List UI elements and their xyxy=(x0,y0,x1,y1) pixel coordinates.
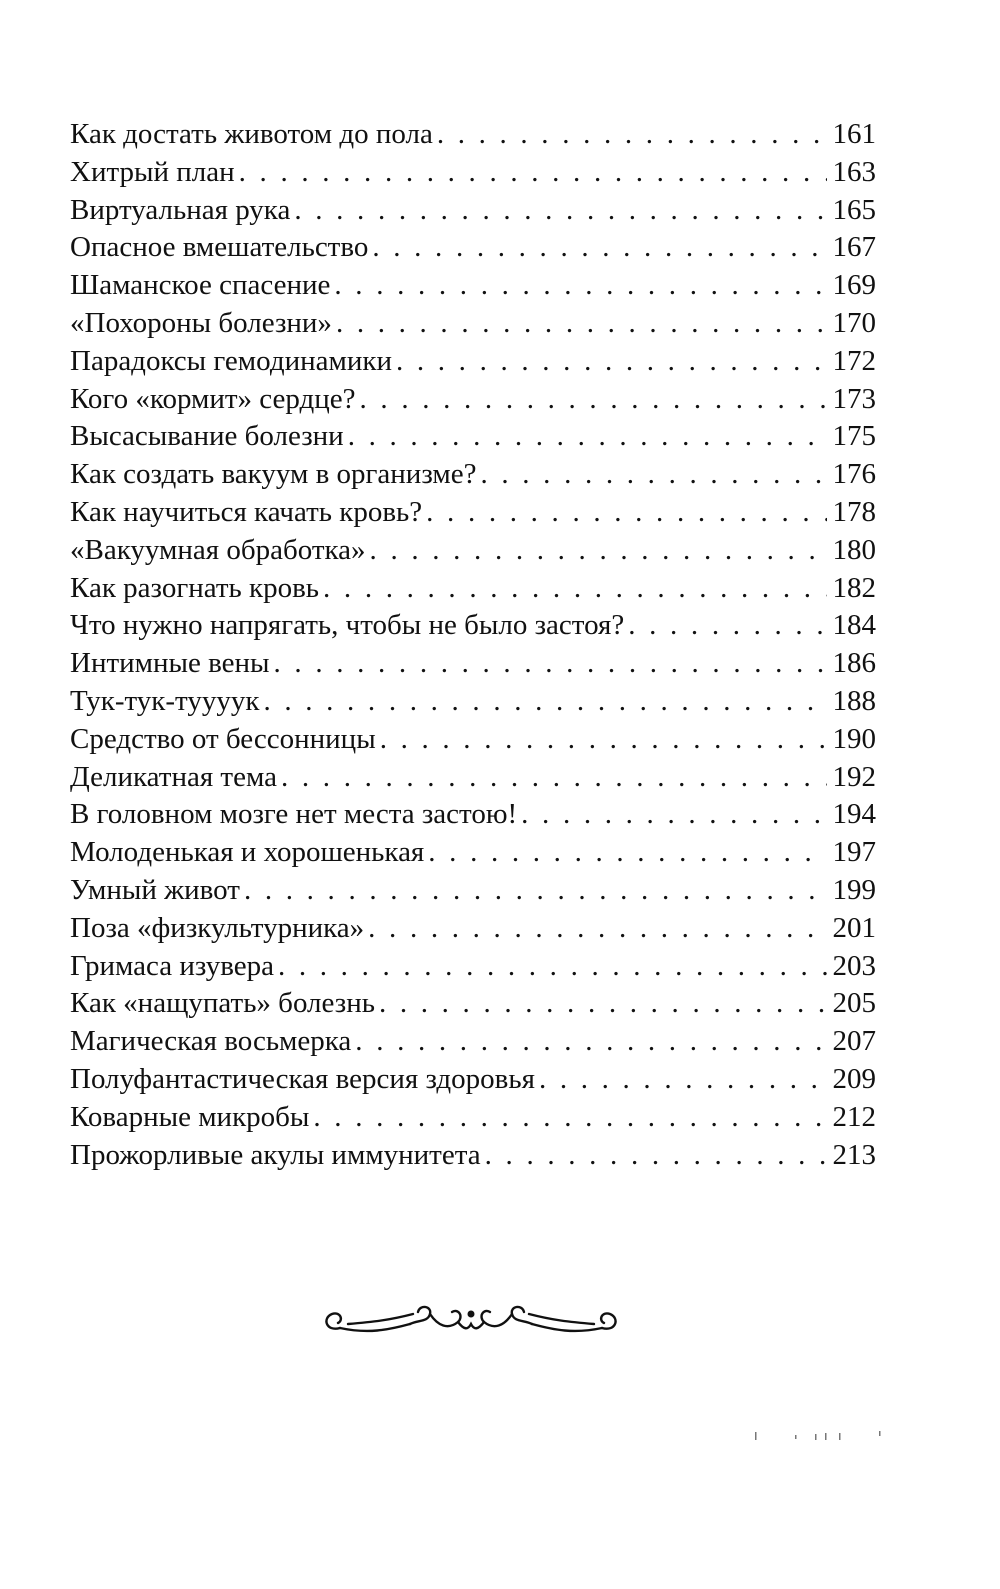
toc-entry-page-number: 207 xyxy=(832,1025,876,1058)
dot-leader xyxy=(521,796,826,834)
toc-entry xyxy=(70,645,876,683)
toc-entry-page-number: 167 xyxy=(832,231,876,264)
toc-entry-title: Деликатная тема xyxy=(70,760,277,793)
toc-entry xyxy=(70,985,876,1023)
toc-entry-page-number: 184 xyxy=(832,609,876,642)
dot-leader xyxy=(244,872,827,910)
toc-entry-title: Полуфантастическая версия здоровья xyxy=(70,1062,535,1095)
toc-entry-page-number: 172 xyxy=(832,344,876,377)
toc-entry-page-number: 194 xyxy=(832,798,876,831)
toc-entry xyxy=(70,872,876,910)
toc-entry-page-number: 203 xyxy=(832,949,876,982)
toc-entry-page-number: 212 xyxy=(832,1100,876,1133)
toc-entry xyxy=(70,910,876,948)
toc-entry-title: Прожорливые акулы иммунитета xyxy=(70,1138,481,1171)
toc-entry-title: Хитрый план xyxy=(70,155,235,188)
toc-entry xyxy=(70,494,876,532)
toc-entry xyxy=(70,154,876,192)
toc-entry-title: Высасывание болезни xyxy=(70,420,344,453)
dot-leader xyxy=(294,192,826,230)
toc-entry xyxy=(70,192,876,230)
dot-leader xyxy=(281,759,827,797)
toc-entry-title: Умный живот xyxy=(70,873,240,906)
toc-entry-page-number: 163 xyxy=(832,155,876,188)
toc-entry-page-number: 186 xyxy=(832,647,876,680)
toc-entry-title: Как «нащупать» болезнь xyxy=(70,987,375,1020)
toc-entry-title: «Вакуумная обработка» xyxy=(70,533,366,566)
dot-leader xyxy=(355,1023,826,1061)
toc-entry xyxy=(70,570,876,608)
dot-leader xyxy=(313,1099,826,1137)
dot-leader xyxy=(480,456,826,494)
dot-leader xyxy=(274,645,827,683)
toc-entry xyxy=(70,305,876,343)
toc-entry-title: Кого «кормит» сердце? xyxy=(70,382,356,415)
toc-entry-page-number: 176 xyxy=(832,458,876,491)
toc-entry xyxy=(70,229,876,267)
toc-entry xyxy=(70,948,876,986)
toc-entry-page-number: 170 xyxy=(832,306,876,339)
dot-leader xyxy=(426,494,826,532)
toc-entry-title: Коварные микробы xyxy=(70,1100,310,1133)
toc-entry xyxy=(70,381,876,419)
dot-leader xyxy=(437,116,827,154)
toc-entry-page-number: 175 xyxy=(832,420,876,453)
toc-entry-page-number: 213 xyxy=(832,1138,876,1171)
dot-leader xyxy=(239,154,827,192)
toc-entry-page-number: 192 xyxy=(832,760,876,793)
toc-entry xyxy=(70,834,876,872)
toc-entry-page-number: 178 xyxy=(832,495,876,528)
toc-entry-page-number: 199 xyxy=(832,873,876,906)
dot-leader xyxy=(336,305,827,343)
dot-leader xyxy=(334,267,826,305)
scan-specks xyxy=(755,1430,885,1442)
toc-entry xyxy=(70,759,876,797)
dot-leader xyxy=(348,418,827,456)
toc-entry-title: Гримаса изувера xyxy=(70,949,274,982)
toc-entry-page-number: 197 xyxy=(832,836,876,869)
dot-leader xyxy=(360,381,827,419)
flourish-divider-icon xyxy=(318,1300,624,1344)
toc-entry-page-number: 205 xyxy=(832,987,876,1020)
toc-entry-title: Парадоксы гемодинамики xyxy=(70,344,392,377)
toc-entry-page-number: 201 xyxy=(832,911,876,944)
toc-entry-page-number: 209 xyxy=(832,1062,876,1095)
toc-entry-page-number: 182 xyxy=(832,571,876,604)
toc-entry xyxy=(70,532,876,570)
toc-entry xyxy=(70,721,876,759)
table-of-contents xyxy=(70,116,876,1174)
dot-leader xyxy=(379,985,827,1023)
toc-entry xyxy=(70,683,876,721)
toc-entry-title: Как создать вакуум в организме? xyxy=(70,458,477,491)
toc-entry xyxy=(70,418,876,456)
toc-entry-page-number: 190 xyxy=(832,722,876,755)
toc-entry-title: «Похороны болезни» xyxy=(70,306,332,339)
toc-entry-title: Как разогнать кровь xyxy=(70,571,320,604)
dot-leader xyxy=(380,721,827,759)
toc-entry xyxy=(70,116,876,154)
toc-entry xyxy=(70,607,876,645)
toc-entry-page-number: 188 xyxy=(832,684,876,717)
toc-entry-page-number: 180 xyxy=(832,533,876,566)
toc-entry xyxy=(70,1099,876,1137)
toc-entry-title: Средство от бессонницы xyxy=(70,722,376,755)
dot-leader xyxy=(628,607,826,645)
dot-leader xyxy=(396,343,827,381)
toc-entry-title: Что нужно напрягать, чтобы не было застоя? xyxy=(70,609,625,642)
toc-entry-page-number: 161 xyxy=(832,118,876,150)
dot-leader xyxy=(323,570,826,608)
toc-entry-title: Опасное вмешательство xyxy=(70,231,369,264)
dot-leader xyxy=(428,834,826,872)
toc-entry-page-number: 173 xyxy=(832,382,876,415)
dot-leader xyxy=(370,532,827,570)
toc-entry-page-number: 169 xyxy=(832,269,876,302)
dot-leader xyxy=(278,948,827,986)
toc-entry-title: Виртуальная рука xyxy=(70,193,291,226)
toc-entry xyxy=(70,1061,876,1099)
toc-entry-title: Шаманское спасение xyxy=(70,269,331,302)
toc-entry xyxy=(70,1023,876,1061)
dot-leader xyxy=(263,683,826,721)
toc-entry-page-number: 165 xyxy=(832,193,876,226)
toc-entry-title: Магическая восьмерка xyxy=(70,1025,352,1058)
toc-entry-title: В головном мозге нет места застою! xyxy=(70,798,518,831)
toc-entry xyxy=(70,343,876,381)
dot-leader xyxy=(368,910,826,948)
toc-entry-title: Поза «физкультурника» xyxy=(70,911,365,944)
toc-entry xyxy=(70,456,876,494)
toc-entry xyxy=(70,267,876,305)
dot-leader xyxy=(485,1137,827,1175)
toc-entry-title: Молоденькая и хорошенькая xyxy=(70,836,425,869)
dot-leader xyxy=(539,1061,827,1099)
toc-entry-title: Как достать животом до пола xyxy=(70,118,433,150)
toc-entry-title: Тук-тук-туууук xyxy=(70,684,260,717)
toc-entry xyxy=(70,796,876,834)
toc-entry-title: Как научиться качать кровь? xyxy=(70,495,423,528)
toc-entry xyxy=(70,1137,876,1175)
toc-entry-title: Интимные вены xyxy=(70,647,270,680)
dot-leader xyxy=(372,229,826,267)
